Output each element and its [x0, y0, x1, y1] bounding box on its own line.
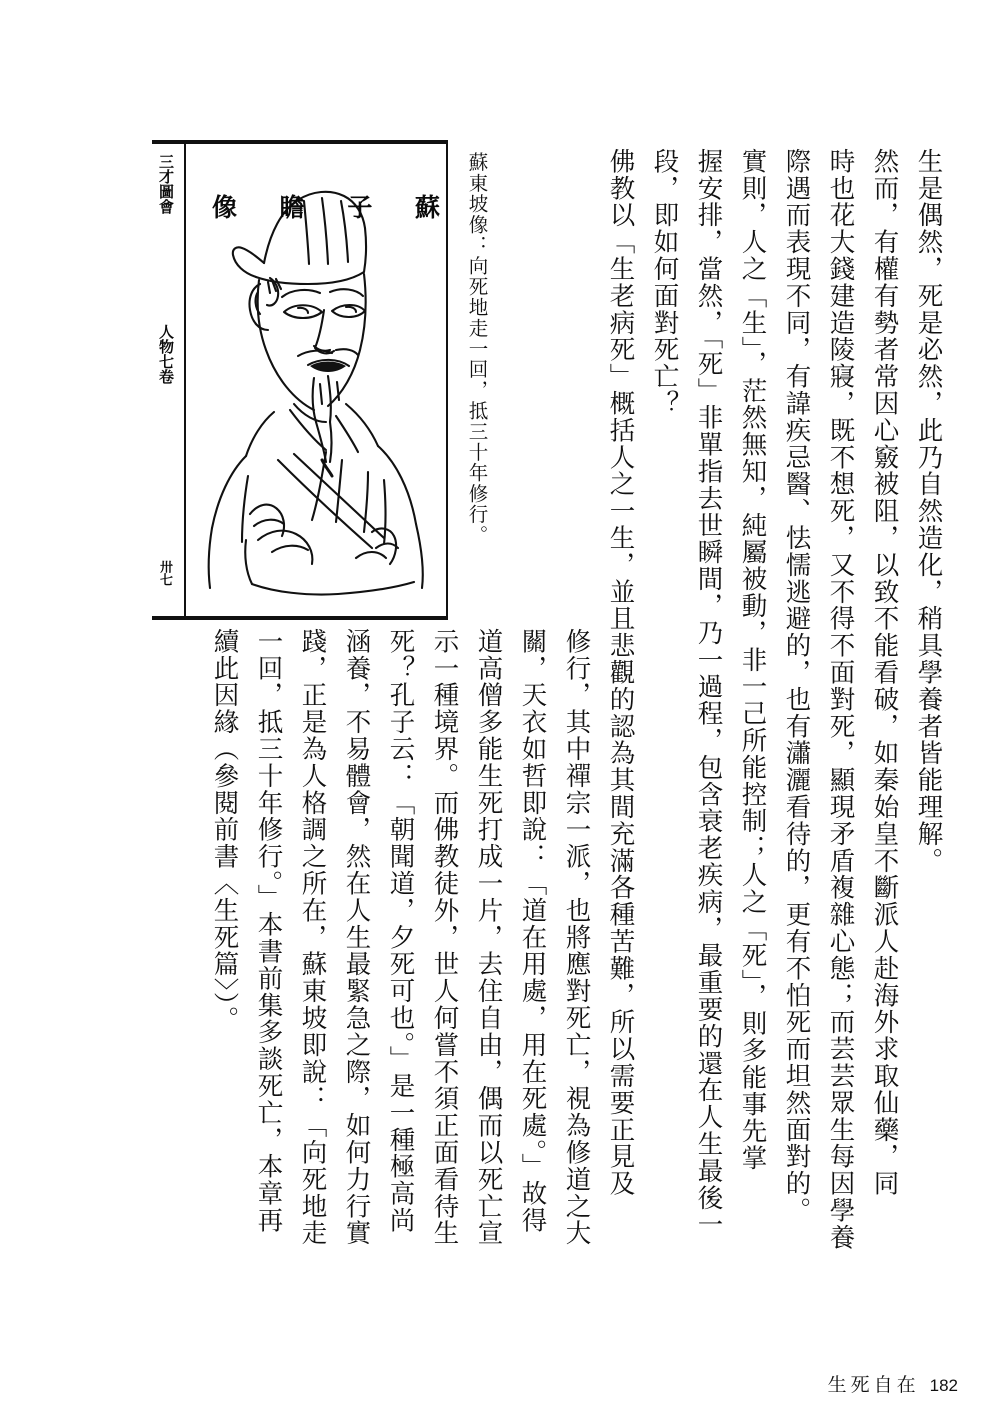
illustration-frame-right	[446, 144, 448, 616]
body-column: 生是偶然，死是必然，此乃自然造化，稍具學養者皆能理解。	[914, 148, 944, 875]
body-column: 一回，抵三十年修行。」本書前集多談死亡，本章再	[254, 628, 284, 1234]
body-column: 踐，正是為人格調之所在，蘇東坡即說：「向死地走	[298, 628, 328, 1247]
illustration-title-char-4: 像	[212, 193, 238, 222]
footer-book-title: 生死自在	[827, 1375, 920, 1396]
body-column: 際遇而表現不同，有諱疾忌醫、怯懦逃避的，也有瀟灑看待的，更有不怕死而坦然面對的。	[782, 148, 812, 1224]
illustration-title	[212, 188, 440, 224]
body-column: 段，即如何面對死亡？	[650, 148, 680, 417]
illustration-source-volume: 人物七卷	[157, 324, 175, 384]
body-column: 死？孔子云：「朝聞道，夕死可也。」是一種極高尚	[386, 628, 416, 1234]
illustration-source-title: 三才圖會	[157, 154, 175, 214]
illustration-caption: 蘇東坡像：向死地走一回，抵三十年修行。	[465, 152, 487, 546]
body-column: 續此因緣（參閱前書〈生死篇〉）。	[210, 628, 240, 1033]
body-column: 示一種境界。而佛教徒外，世人何嘗不須正面看待生	[430, 628, 460, 1247]
body-column: 道高僧多能生死打成一片，去住自由，偶而以死亡宣	[474, 628, 504, 1247]
body-column: 時也花大錢建造陵寢，既不想死，又不得不面對死，顯現矛盾複雜心態；而芸芸眾生每因學養	[826, 148, 856, 1251]
body-column: 然而，有權有勢者常因心竅被阻，以致不能看破，如秦始皇不斷派人赴海外求取仙藥，同	[870, 148, 900, 1198]
body-column: 佛教以「生老病死」概括人之一生，並且悲觀的認為其間充滿各種苦難，所以需要正見及	[606, 148, 636, 1198]
illustration-block	[152, 140, 448, 620]
illustration-title-char-2: 子	[347, 193, 373, 222]
illustration-frame-bottom	[152, 616, 448, 620]
illustration-source-folio: 卅七	[157, 560, 172, 586]
footer-page-number: 182	[929, 1376, 958, 1395]
body-column: 握安排，當然，「死」非單指去世瞬間，乃一過程，包含衰老疾病，最重要的還在人生最後一	[694, 148, 724, 1239]
body-column: 涵養，不易體會，然在人生最緊急之際，如何力行實	[342, 628, 372, 1247]
page-footer	[828, 1370, 958, 1397]
body-column: 關，天衣如哲即說：「道在用處，用在死處。」故得	[518, 628, 548, 1234]
illustration-frame-top	[152, 140, 448, 144]
illustration-title-char-3: 瞻	[279, 193, 305, 222]
body-column: 實則，人之「生」，茫然無知，純屬被動，非一己所能控制；人之「死」，則多能事先掌	[738, 148, 768, 1172]
su-dongpo-portrait-icon	[186, 160, 444, 612]
illustration-title-char-1: 蘇	[414, 193, 440, 222]
body-column: 修行，其中禪宗一派，也將應對死亡，視為修道之大	[562, 628, 592, 1247]
